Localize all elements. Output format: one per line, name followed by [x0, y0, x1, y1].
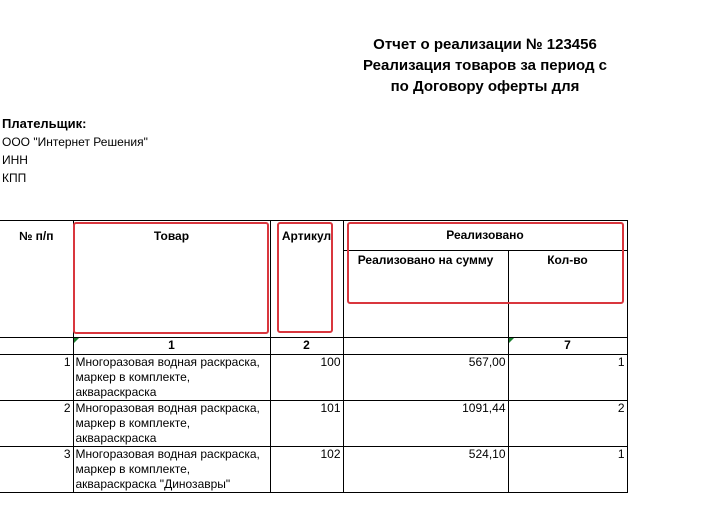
index-cell-num	[0, 338, 73, 355]
row-article: 101	[270, 401, 343, 447]
row-goods: Многоразовая водная раскраска, маркер в комплекте, акварaскраска	[73, 401, 270, 447]
sales-table	[0, 220, 628, 493]
index-cell-article: 2	[270, 338, 343, 355]
row-sum: 1091,44	[343, 401, 508, 447]
report-title-line-2: Реализация товаров за период с	[363, 57, 607, 74]
row-goods: Многоразовая водная раскраска, маркер в комплекте, акварaскраска "Динозавры"	[73, 447, 270, 493]
row-sum: 567,00	[343, 355, 508, 401]
row-num: 2	[0, 401, 73, 447]
row-qty: 2	[508, 401, 627, 447]
index-cell-goods: 1	[73, 338, 270, 355]
payer-label: Плательщик:	[2, 116, 87, 131]
report-title-line-1: Отчет о реализации № 123456	[373, 36, 597, 53]
payer-inn: ИНН	[2, 153, 28, 167]
table-row	[0, 447, 627, 493]
row-num: 1	[0, 355, 73, 401]
payer-kpp: КПП	[2, 171, 27, 185]
row-sum: 524,10	[343, 447, 508, 493]
row-qty: 1	[508, 355, 627, 401]
index-cell-qty: 7	[508, 338, 627, 355]
header-sold-sum: Реализовано на сумму	[343, 251, 508, 338]
table-row	[0, 355, 627, 401]
header-num: № п/п	[0, 221, 73, 338]
row-num: 3	[0, 447, 73, 493]
row-article: 102	[270, 447, 343, 493]
report-title	[330, 34, 640, 97]
header-goods: Товар	[73, 221, 270, 338]
row-goods: Многоразовая водная раскраска, маркер в комплекте, акварaскраска	[73, 355, 270, 401]
header-sold: Реализовано	[343, 221, 627, 251]
table-row	[0, 401, 627, 447]
row-article: 100	[270, 355, 343, 401]
index-cell-sum	[343, 338, 508, 355]
payer-name: ООО "Интернет Решения"	[2, 135, 148, 149]
report-title-line-3: по Договору оферты для	[390, 78, 580, 95]
payer-block	[2, 115, 148, 187]
header-qty: Кол-во	[508, 251, 627, 338]
row-qty: 1	[508, 447, 627, 493]
header-article: Артикул	[270, 221, 343, 338]
